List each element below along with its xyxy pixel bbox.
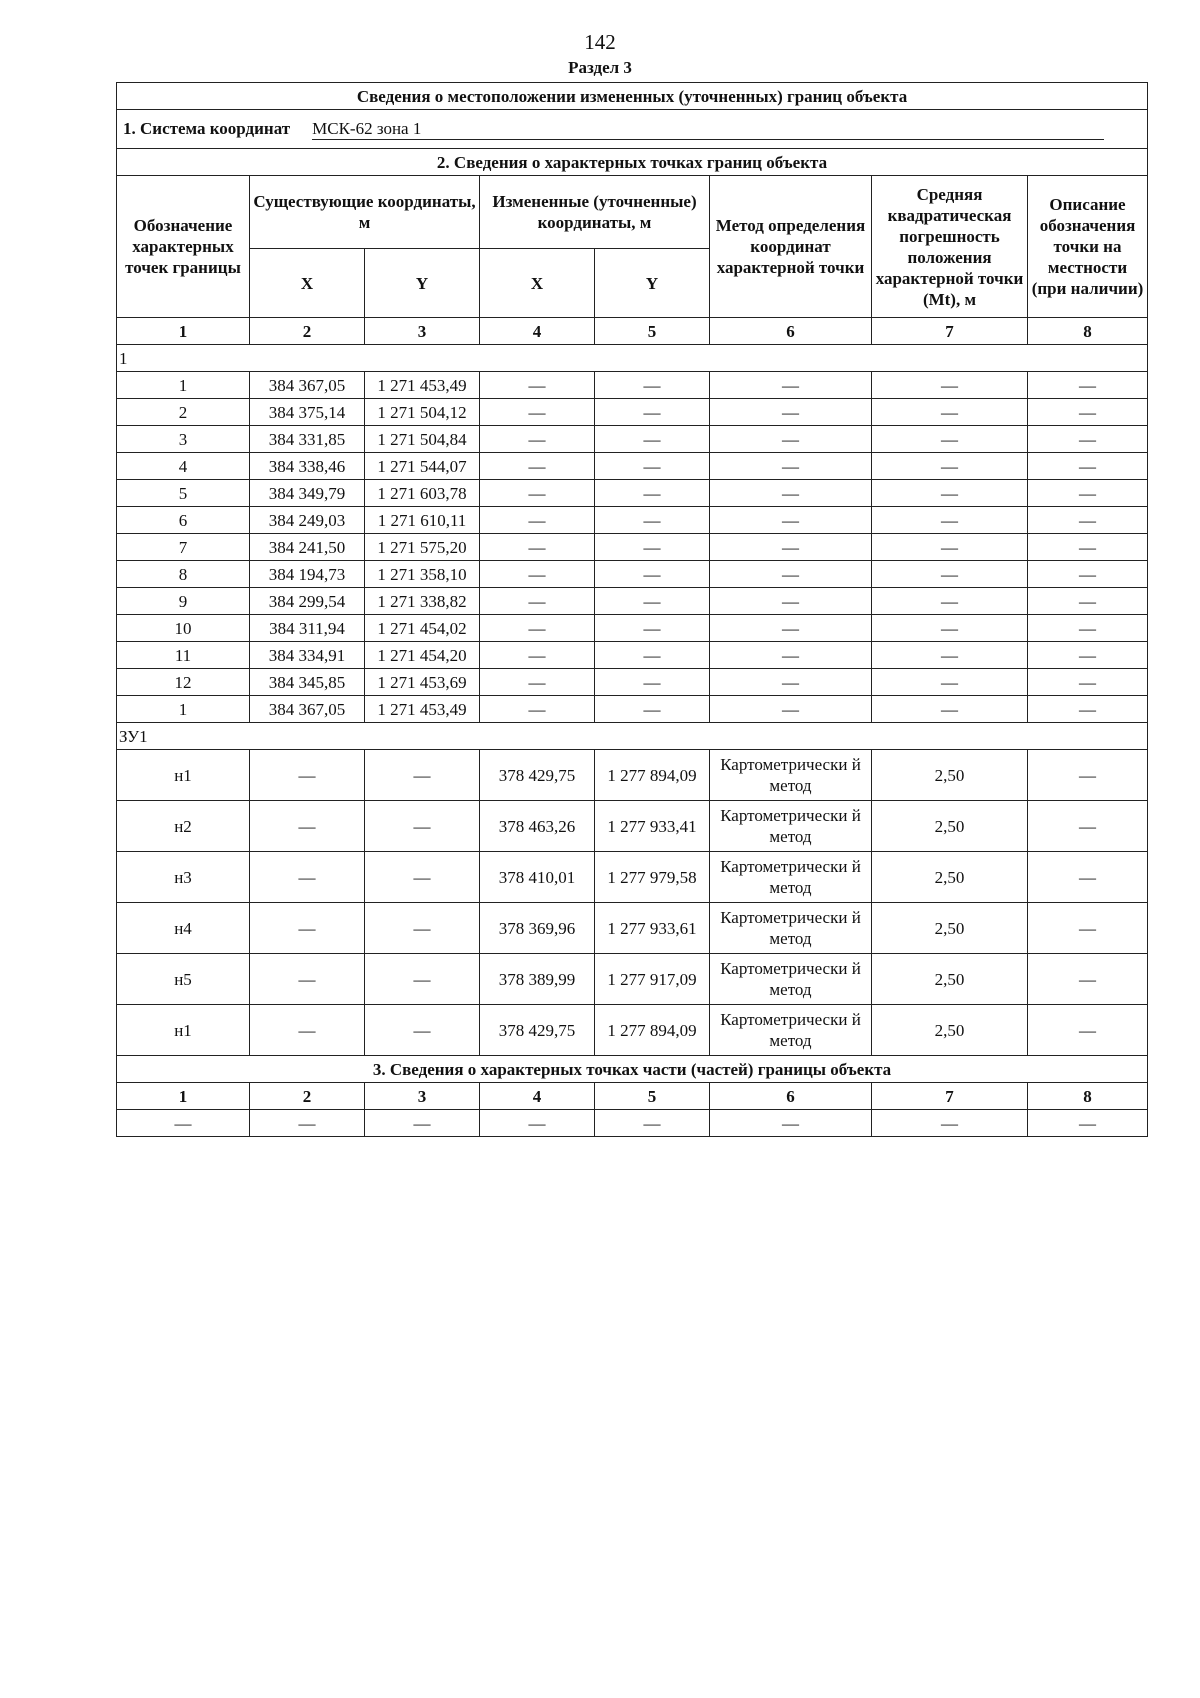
- existing-x-cell: —: [250, 852, 365, 903]
- method-cell: —: [710, 372, 872, 399]
- header-existing-coordinates: Существующие координаты, м: [250, 176, 480, 249]
- existing-x-cell: —: [250, 750, 365, 801]
- accuracy-cell: 2,50: [872, 852, 1028, 903]
- table-row: [117, 534, 1148, 561]
- header-changed-y: Y: [595, 249, 710, 318]
- table-row: [117, 507, 1148, 534]
- accuracy-cell: 2,50: [872, 801, 1028, 852]
- point-designation-cell: 4: [117, 453, 250, 480]
- existing-x-cell: 384 375,14: [250, 399, 365, 426]
- empty-cell: —: [1028, 1110, 1148, 1137]
- changed-x-cell: —: [480, 696, 595, 723]
- changed-y-cell: —: [595, 372, 710, 399]
- point-designation-cell: 12: [117, 669, 250, 696]
- existing-y-cell: —: [365, 750, 480, 801]
- existing-y-cell: 1 271 544,07: [365, 453, 480, 480]
- existing-x-cell: —: [250, 954, 365, 1005]
- existing-x-cell: —: [250, 1005, 365, 1056]
- changed-x-cell: —: [480, 561, 595, 588]
- table-title: Сведения о местоположении измененных (уточненных) границ объекта: [117, 83, 1148, 110]
- table-row: [117, 561, 1148, 588]
- table-row: [117, 954, 1148, 1005]
- point-designation-cell: н5: [117, 954, 250, 1005]
- existing-x-cell: 384 249,03: [250, 507, 365, 534]
- changed-x-cell: 378 389,99: [480, 954, 595, 1005]
- header-existing-x: X: [250, 249, 365, 318]
- changed-y-cell: 1 277 933,61: [595, 903, 710, 954]
- column-number: 7: [872, 1083, 1028, 1110]
- column-number: 1: [117, 318, 250, 345]
- point-designation-cell: 1: [117, 696, 250, 723]
- accuracy-cell: —: [872, 696, 1028, 723]
- table-row: [117, 399, 1148, 426]
- accuracy-cell: —: [872, 372, 1028, 399]
- method-cell: —: [710, 480, 872, 507]
- existing-y-cell: 1 271 453,49: [365, 372, 480, 399]
- changed-x-cell: —: [480, 588, 595, 615]
- boundary-table: [116, 82, 1148, 1137]
- point-designation-cell: 3: [117, 426, 250, 453]
- point-designation-cell: н2: [117, 801, 250, 852]
- method-cell: —: [710, 669, 872, 696]
- changed-y-cell: —: [595, 534, 710, 561]
- accuracy-cell: 2,50: [872, 903, 1028, 954]
- column-number: 5: [595, 1083, 710, 1110]
- description-cell: —: [1028, 852, 1148, 903]
- column-number: 4: [480, 1083, 595, 1110]
- changed-y-cell: 1 277 933,41: [595, 801, 710, 852]
- method-cell: Картометрически й метод: [710, 903, 872, 954]
- existing-x-cell: 384 299,54: [250, 588, 365, 615]
- accuracy-cell: —: [872, 642, 1028, 669]
- existing-x-cell: —: [250, 903, 365, 954]
- description-cell: —: [1028, 534, 1148, 561]
- section-title: Раздел 3: [568, 58, 632, 77]
- existing-y-cell: —: [365, 801, 480, 852]
- existing-x-cell: —: [250, 801, 365, 852]
- description-cell: —: [1028, 588, 1148, 615]
- column-number: 3: [365, 318, 480, 345]
- column-number: 6: [710, 1083, 872, 1110]
- existing-y-cell: 1 271 603,78: [365, 480, 480, 507]
- empty-cell: —: [710, 1110, 872, 1137]
- point-designation-cell: 2: [117, 399, 250, 426]
- table-row: [117, 453, 1148, 480]
- description-cell: —: [1028, 1005, 1148, 1056]
- method-cell: —: [710, 588, 872, 615]
- header-existing-y: Y: [365, 249, 480, 318]
- changed-x-cell: 378 369,96: [480, 903, 595, 954]
- changed-y-cell: —: [595, 642, 710, 669]
- table-row: [117, 372, 1148, 399]
- changed-x-cell: 378 429,75: [480, 750, 595, 801]
- method-cell: Картометрически й метод: [710, 954, 872, 1005]
- changed-x-cell: —: [480, 372, 595, 399]
- point-designation-cell: 9: [117, 588, 250, 615]
- accuracy-cell: —: [872, 399, 1028, 426]
- changed-x-cell: —: [480, 399, 595, 426]
- method-cell: Картометрически й метод: [710, 801, 872, 852]
- changed-y-cell: —: [595, 507, 710, 534]
- existing-x-cell: 384 194,73: [250, 561, 365, 588]
- changed-x-cell: 378 429,75: [480, 1005, 595, 1056]
- point-designation-cell: н4: [117, 903, 250, 954]
- accuracy-cell: —: [872, 588, 1028, 615]
- column-number: 3: [365, 1083, 480, 1110]
- existing-y-cell: 1 271 575,20: [365, 534, 480, 561]
- description-cell: —: [1028, 642, 1148, 669]
- table-row: [117, 426, 1148, 453]
- method-cell: Картометрически й метод: [710, 852, 872, 903]
- method-cell: —: [710, 507, 872, 534]
- header-accuracy: Средняя квадратическая погрешность положения характерной точки (Mt), м: [872, 176, 1028, 318]
- accuracy-cell: —: [872, 507, 1028, 534]
- changed-y-cell: —: [595, 588, 710, 615]
- accuracy-cell: —: [872, 669, 1028, 696]
- existing-y-cell: 1 271 610,11: [365, 507, 480, 534]
- table-row: [117, 696, 1148, 723]
- point-designation-cell: 7: [117, 534, 250, 561]
- changed-x-cell: 378 410,01: [480, 852, 595, 903]
- description-cell: —: [1028, 750, 1148, 801]
- column-number: 4: [480, 318, 595, 345]
- description-cell: —: [1028, 507, 1148, 534]
- method-cell: —: [710, 453, 872, 480]
- changed-y-cell: —: [595, 669, 710, 696]
- description-cell: —: [1028, 615, 1148, 642]
- changed-y-cell: —: [595, 696, 710, 723]
- accuracy-cell: —: [872, 615, 1028, 642]
- point-designation-cell: 6: [117, 507, 250, 534]
- point-designation-cell: 11: [117, 642, 250, 669]
- table-row: [117, 903, 1148, 954]
- header-designation: Обозначение характерных точек границы: [117, 176, 250, 318]
- method-cell: Картометрически й метод: [710, 750, 872, 801]
- accuracy-cell: 2,50: [872, 954, 1028, 1005]
- existing-y-cell: 1 271 504,84: [365, 426, 480, 453]
- description-cell: —: [1028, 426, 1148, 453]
- column-number: 1: [117, 1083, 250, 1110]
- column-number: 5: [595, 318, 710, 345]
- accuracy-cell: 2,50: [872, 1005, 1028, 1056]
- accuracy-cell: —: [872, 480, 1028, 507]
- existing-y-cell: 1 271 338,82: [365, 588, 480, 615]
- method-cell: —: [710, 426, 872, 453]
- description-cell: —: [1028, 561, 1148, 588]
- description-cell: —: [1028, 903, 1148, 954]
- changed-y-cell: —: [595, 561, 710, 588]
- table-row: [117, 801, 1148, 852]
- changed-x-cell: —: [480, 642, 595, 669]
- existing-x-cell: 384 367,05: [250, 372, 365, 399]
- changed-y-cell: —: [595, 480, 710, 507]
- changed-x-cell: —: [480, 615, 595, 642]
- empty-cell: —: [595, 1110, 710, 1137]
- description-cell: —: [1028, 480, 1148, 507]
- empty-cell: —: [872, 1110, 1028, 1137]
- point-designation-cell: н3: [117, 852, 250, 903]
- group-label: ЗУ1: [117, 723, 1148, 750]
- column-number: 8: [1028, 318, 1148, 345]
- changed-y-cell: 1 277 979,58: [595, 852, 710, 903]
- column-number: 8: [1028, 1083, 1148, 1110]
- empty-row: [117, 1110, 1148, 1137]
- method-cell: —: [710, 534, 872, 561]
- changed-y-cell: —: [595, 453, 710, 480]
- point-designation-cell: 5: [117, 480, 250, 507]
- description-cell: —: [1028, 801, 1148, 852]
- changed-y-cell: 1 277 894,09: [595, 1005, 710, 1056]
- coordinate-system-value: МСК-62 зона 1: [312, 119, 1104, 140]
- accuracy-cell: 2,50: [872, 750, 1028, 801]
- changed-x-cell: —: [480, 453, 595, 480]
- existing-y-cell: 1 271 358,10: [365, 561, 480, 588]
- table-row: [117, 642, 1148, 669]
- column-number-row: [117, 1083, 1148, 1110]
- point-designation-cell: 1: [117, 372, 250, 399]
- existing-y-cell: —: [365, 852, 480, 903]
- existing-x-cell: 384 349,79: [250, 480, 365, 507]
- existing-x-cell: 384 345,85: [250, 669, 365, 696]
- header-description: Описание обозначения точки на местности (при наличии): [1028, 176, 1148, 318]
- existing-y-cell: —: [365, 1005, 480, 1056]
- existing-y-cell: —: [365, 903, 480, 954]
- subsection3-title: 3. Сведения о характерных точках части (частей) границы объекта: [117, 1056, 1148, 1083]
- header-changed-coordinates: Измененные (уточненные) координаты, м: [480, 176, 710, 249]
- empty-cell: —: [480, 1110, 595, 1137]
- method-cell: —: [710, 642, 872, 669]
- subsection2-title: 2. Сведения о характерных точках границ объекта: [117, 149, 1148, 176]
- method-cell: Картометрически й метод: [710, 1005, 872, 1056]
- changed-x-cell: —: [480, 534, 595, 561]
- existing-y-cell: 1 271 453,69: [365, 669, 480, 696]
- coordinate-system-label: 1. Система координат: [123, 119, 291, 138]
- existing-x-cell: 384 338,46: [250, 453, 365, 480]
- method-cell: —: [710, 399, 872, 426]
- description-cell: —: [1028, 696, 1148, 723]
- column-number-row: [117, 318, 1148, 345]
- existing-x-cell: 384 367,05: [250, 696, 365, 723]
- changed-x-cell: —: [480, 507, 595, 534]
- description-cell: —: [1028, 372, 1148, 399]
- changed-y-cell: —: [595, 615, 710, 642]
- coordinate-system-row: [117, 110, 1148, 149]
- point-designation-cell: н1: [117, 1005, 250, 1056]
- empty-cell: —: [365, 1110, 480, 1137]
- empty-cell: —: [117, 1110, 250, 1137]
- table-row: [117, 588, 1148, 615]
- table-row: [117, 852, 1148, 903]
- accuracy-cell: —: [872, 561, 1028, 588]
- existing-x-cell: 384 241,50: [250, 534, 365, 561]
- column-number: 6: [710, 318, 872, 345]
- table-row: [117, 669, 1148, 696]
- existing-x-cell: 384 311,94: [250, 615, 365, 642]
- method-cell: —: [710, 615, 872, 642]
- method-cell: —: [710, 696, 872, 723]
- existing-y-cell: 1 271 453,49: [365, 696, 480, 723]
- method-cell: —: [710, 561, 872, 588]
- description-cell: —: [1028, 954, 1148, 1005]
- page-number: 142: [584, 30, 616, 54]
- changed-x-cell: —: [480, 480, 595, 507]
- point-designation-cell: 10: [117, 615, 250, 642]
- description-cell: —: [1028, 453, 1148, 480]
- table-row: [117, 750, 1148, 801]
- existing-y-cell: —: [365, 954, 480, 1005]
- header-changed-x: X: [480, 249, 595, 318]
- existing-y-cell: 1 271 454,20: [365, 642, 480, 669]
- column-number: 2: [250, 318, 365, 345]
- changed-x-cell: 378 463,26: [480, 801, 595, 852]
- existing-x-cell: 384 331,85: [250, 426, 365, 453]
- description-cell: —: [1028, 399, 1148, 426]
- changed-y-cell: 1 277 894,09: [595, 750, 710, 801]
- point-designation-cell: н1: [117, 750, 250, 801]
- table-row: [117, 1005, 1148, 1056]
- existing-y-cell: 1 271 454,02: [365, 615, 480, 642]
- changed-y-cell: —: [595, 426, 710, 453]
- table-row: [117, 615, 1148, 642]
- changed-y-cell: 1 277 917,09: [595, 954, 710, 1005]
- description-cell: —: [1028, 669, 1148, 696]
- accuracy-cell: —: [872, 426, 1028, 453]
- empty-cell: —: [250, 1110, 365, 1137]
- header-method: Метод определения координат характерной точки: [710, 176, 872, 318]
- column-number: 7: [872, 318, 1028, 345]
- accuracy-cell: —: [872, 534, 1028, 561]
- existing-y-cell: 1 271 504,12: [365, 399, 480, 426]
- changed-y-cell: —: [595, 399, 710, 426]
- changed-x-cell: —: [480, 426, 595, 453]
- point-designation-cell: 8: [117, 561, 250, 588]
- column-number: 2: [250, 1083, 365, 1110]
- existing-x-cell: 384 334,91: [250, 642, 365, 669]
- group-label: 1: [117, 345, 1148, 372]
- changed-x-cell: —: [480, 669, 595, 696]
- accuracy-cell: —: [872, 453, 1028, 480]
- table-row: [117, 480, 1148, 507]
